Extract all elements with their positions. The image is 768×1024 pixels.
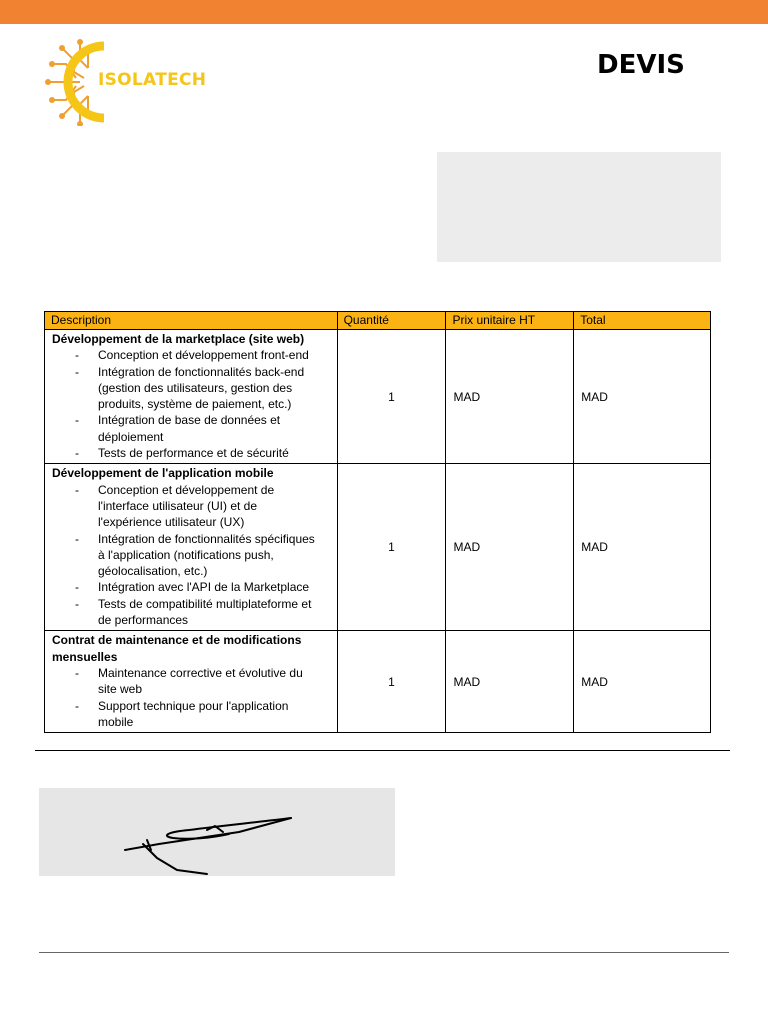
item-bullets	[52, 665, 330, 730]
unit-price-cell: MAD	[446, 631, 574, 733]
section-divider	[35, 750, 730, 751]
client-info-box	[437, 152, 721, 262]
total-cell: MAD	[574, 464, 711, 631]
list-item: - Conception et développement de l'interface utilisateur (UI) et de l'expérience utilisateur (UX)	[75, 482, 275, 530]
list-item: - Tests de compatibilité multiplateforme et de performances	[75, 596, 312, 628]
quantity-cell: 1	[337, 631, 446, 733]
header-total: Total	[574, 312, 711, 330]
company-name: ISOLATECH	[98, 70, 207, 90]
total-cell: MAD	[574, 631, 711, 733]
list-item: - Intégration de base de données et déploiement	[75, 413, 281, 444]
signature-box	[39, 788, 395, 876]
description-cell	[45, 330, 338, 464]
quote-table	[44, 311, 711, 733]
header-unit-price: Prix unitaire HT	[446, 312, 574, 330]
unit-price-cell: MAD	[446, 464, 574, 631]
item-bullets	[52, 347, 330, 461]
item-bullets	[52, 482, 330, 629]
table-header-row	[45, 312, 711, 330]
item-title: Développement de la marketplace (site web)	[52, 332, 305, 346]
signature-icon	[39, 788, 395, 876]
list-item: - Conception et développement front-end	[75, 348, 309, 363]
total-cell: MAD	[574, 330, 711, 464]
quantity-cell: 1	[337, 464, 446, 631]
table-row	[45, 330, 711, 464]
list-item: - Intégration de fonctionnalités spécifiques à l'application (notifications push, géolocalisation, etc.)	[75, 531, 315, 579]
list-item: - Maintenance corrective et évolutive du site web	[75, 665, 303, 697]
header-description: Description	[45, 312, 338, 330]
list-item: - Support technique pour l'application mobile	[75, 698, 289, 729]
quantity-cell: 1	[337, 330, 446, 464]
description-cell	[45, 464, 338, 631]
table-row	[45, 464, 711, 631]
footer-divider	[39, 952, 729, 953]
header-accent-bar	[0, 0, 768, 24]
list-item: - Intégration avec l'API de la Marketplace	[75, 580, 310, 595]
table-row	[45, 631, 711, 733]
document-title: DEVIS	[597, 50, 685, 80]
item-title: Développement de l'application mobile	[52, 466, 274, 481]
unit-price-cell: MAD	[446, 330, 574, 464]
list-item: - Intégration de fonctionnalités back-end (gestion des utilisateurs, gestion des produits, système de paiement, etc.)	[75, 364, 305, 412]
header-quantity: Quantité	[337, 312, 446, 330]
description-cell	[45, 631, 338, 733]
list-item: - Tests de performance et de sécurité	[75, 446, 289, 461]
item-title: Contrat de maintenance et de modifications mensuelles	[52, 633, 302, 664]
